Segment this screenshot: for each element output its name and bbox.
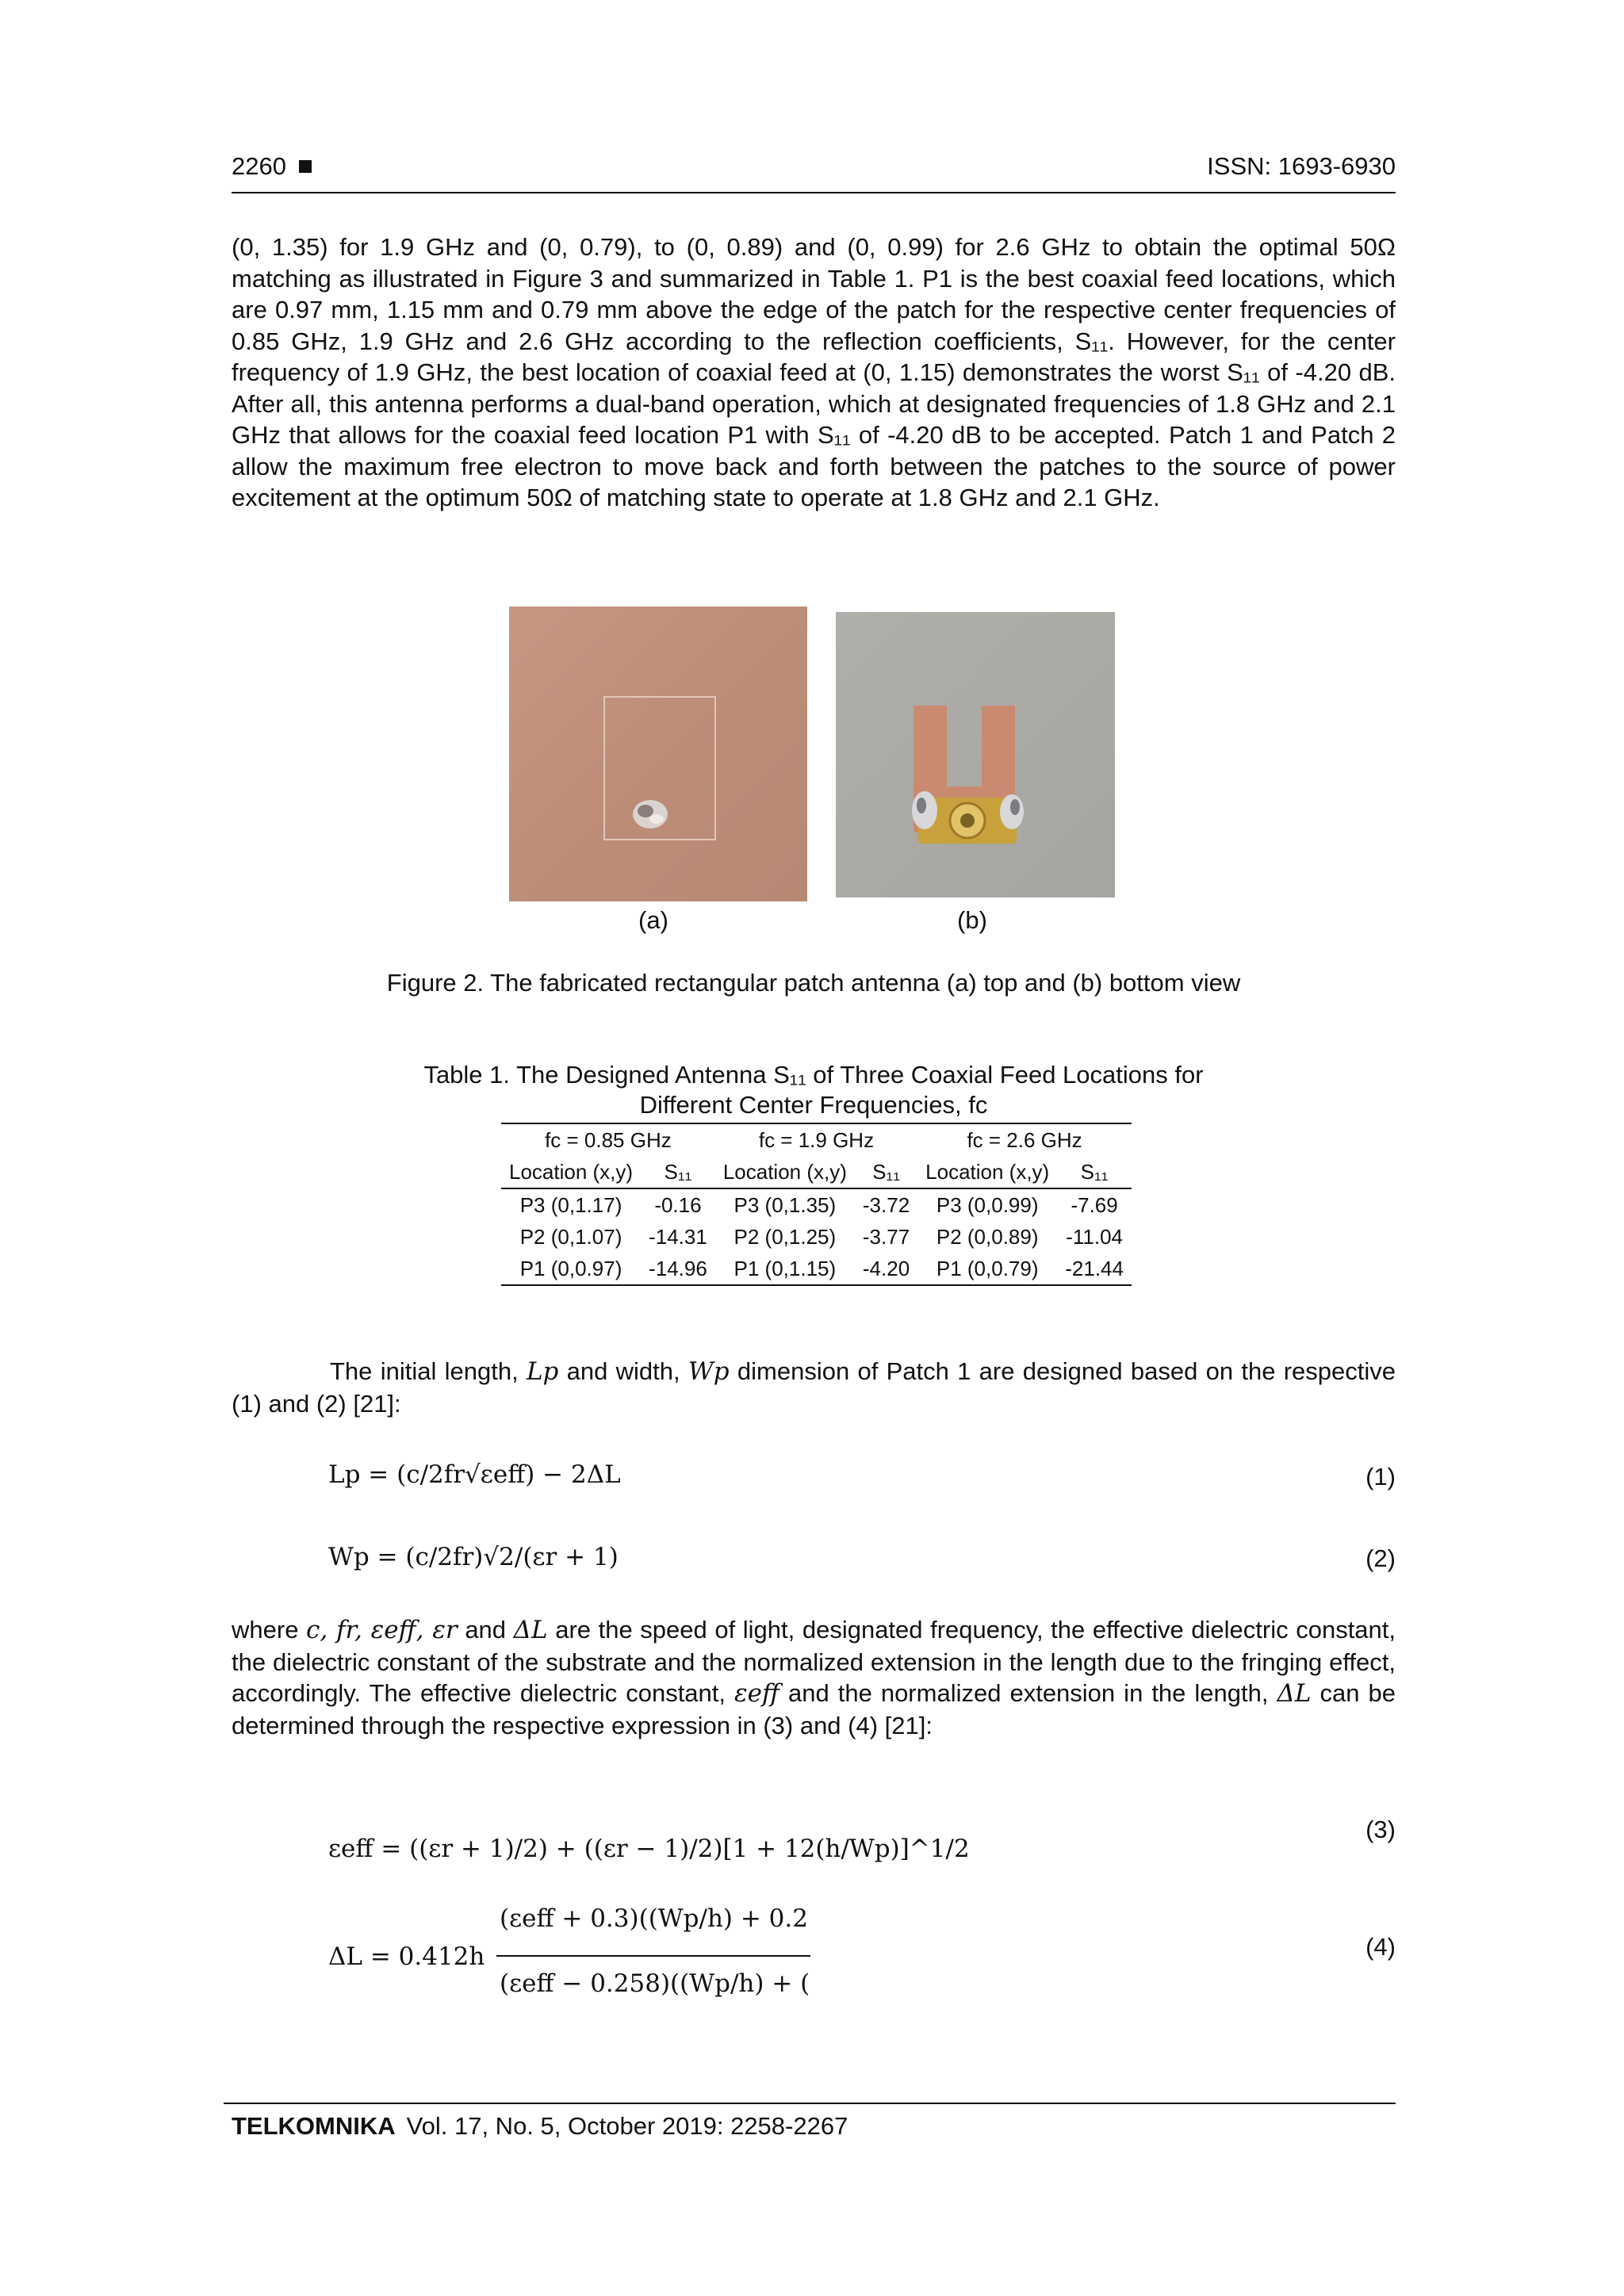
page-header [232, 152, 1396, 192]
page-number: 2260 [232, 152, 312, 181]
column-header: S₁₁ [641, 1156, 715, 1188]
column-header: S₁₁ [1057, 1156, 1132, 1188]
table-1 [501, 1123, 1132, 1286]
table-cell: P3 (0,1.35) [733, 1192, 837, 1217]
column-header: Location (x,y) [501, 1156, 641, 1188]
equation-4-denominator: (εeff − 0.258)((Wp/h) + ( [500, 1969, 810, 1998]
figure-2b-bottom-view-photo [836, 612, 1115, 897]
table-cell: P2 (0,0.89) [936, 1224, 1039, 1249]
column-header: Location (x,y) [917, 1156, 1057, 1188]
table-cell: P3 (0,1.17) [519, 1192, 622, 1217]
equation-1: Lp = (c/2fr√εeff) − 2ΔL [328, 1460, 621, 1489]
equation-4-fraction [496, 1901, 810, 2012]
table-1-caption-line1: Table 1. The Designed Antenna S₁₁ of Three Coaxial Feed Locations for [423, 1061, 1204, 1089]
table-cell: -14.96 [641, 1253, 715, 1285]
footer-rule [224, 2103, 1396, 2104]
symbol-eeff: εeff [734, 1679, 779, 1708]
column-header: Location (x,y) [715, 1156, 855, 1188]
table-cell: -21.44 [1057, 1253, 1132, 1285]
table-1-caption-line2: Different Center Frequencies, fc [639, 1091, 988, 1119]
table-column-header-row [501, 1156, 1132, 1188]
table-group-header-row [501, 1123, 1132, 1156]
paragraph-symbol-definitions: where c, fr, εeff, εr and ΔL are the speed of light, designated frequency, the effective dielectric constant, the dielectric constant of the substrate and the normalized extension in the length due to the fringing effect, accordingly. The effective dielectric constant, εeff and the normalized extension in the length, ΔL can be determined through the respective expression in (3) and (4) [21]: [232, 1616, 1396, 1739]
equation-3-number: (3) [1365, 1816, 1396, 1843]
journal-details: Vol. 17, No. 5, October 2019: 2258-2267 [406, 2112, 848, 2140]
equation-4-number: (4) [1365, 1933, 1396, 1961]
group-header-085: fc = 0.85 GHz [501, 1123, 715, 1156]
symbol-delta-L: ΔL [513, 1616, 548, 1644]
journal-name: TELKOMNIKA [232, 2112, 396, 2140]
table-cell: P2 (0,1.07) [519, 1224, 622, 1249]
fraction-bar [496, 1955, 810, 1957]
table-cell: -3.77 [862, 1224, 910, 1249]
group-header-19: fc = 1.9 GHz [715, 1123, 917, 1156]
table-cell: P2 (0,1.25) [733, 1224, 837, 1249]
group-header-26: fc = 2.6 GHz [917, 1123, 1132, 1156]
symbol-delta-L: ΔL [1277, 1679, 1312, 1708]
figure-2-caption: Figure 2. The fabricated rectangular patch antenna (a) top and (b) bottom view [386, 969, 1241, 997]
equation-2: Wp = (c/2fr)√2/(εr + 1) [328, 1543, 619, 1571]
header-rule [232, 192, 1396, 193]
table-cell: -4.20 [855, 1253, 917, 1285]
symbol-Lp: Lp [526, 1357, 559, 1386]
paragraph-feed-locations: (0, 1.35) for 1.9 GHz and (0, 0.79), to (0, 0.89) and (0, 0.99) for 2.6 GHz to obtain the optimal 50Ω matching as illustrated in Figure 3 and summarized in Table 1. P1 is the best coaxial feed locations, which are 0.97 mm, 1.15 mm and 0.79 mm above the edge of the patch for the respective center frequencies of 0.85 GHz, 1.9 GHz and 2.6 GHz according to the reflection coefficients, S₁₁. However, for the center frequency of 1.9 GHz, the best location of coaxial feed at (0, 1.15) demonstrates the worst S₁₁ of -4.20 dB. After all, this antenna performs a dual-band operation, which at designated frequencies of 1.8 GHz and 2.1 GHz that allows for the coaxial feed location P1 with S₁₁ of -4.20 dB to be accepted. Patch 1 and Patch 2 allow the maximum free electron to move back and forth between the patches to the source of power excitement at the optimum 50Ω of matching state to operate at 1.8 GHz and 2.1 GHz. [232, 233, 1396, 511]
table-cell: -7.69 [1071, 1192, 1118, 1217]
table-cell: P1 (0,1.15) [715, 1253, 855, 1285]
square-bullet-icon [299, 160, 312, 173]
paragraph-patch-dimensions: The initial length, Lp and width, Wp dimension of Patch 1 are designed based on the respective (1) and (2) [21]: [232, 1357, 1396, 1418]
table-cell: P1 (0,0.79) [917, 1253, 1057, 1285]
table-cell: -3.72 [862, 1192, 910, 1217]
page-footer [232, 2112, 848, 2141]
figure-2a-top-view-photo [509, 607, 807, 901]
equation-4-numerator: (εeff + 0.3)((Wp/h) + 0.2 [500, 1904, 808, 1933]
table-cell: -14.31 [649, 1224, 707, 1249]
figure-label-a: (a) [638, 906, 668, 934]
table-cell: -11.04 [1066, 1224, 1123, 1249]
table-cell: P1 (0,0.97) [501, 1253, 641, 1285]
symbols-c-fr-eeff-er: c, fr, εeff, εr [306, 1616, 458, 1644]
table-cell: -0.16 [654, 1192, 702, 1217]
table-cell: P3 (0,0.99) [936, 1192, 1039, 1217]
equation-2-number: (2) [1365, 1544, 1396, 1572]
column-header: S₁₁ [855, 1156, 917, 1188]
issn: ISSN: 1693-6930 [1207, 152, 1396, 180]
equation-1-number: (1) [1365, 1463, 1396, 1490]
symbol-Wp: Wp [688, 1357, 730, 1386]
figure-label-b: (b) [957, 906, 987, 934]
equation-3: εeff = ((εr + 1)/2) + ((εr − 1)/2)[1 + 12(h/Wp)]^1/2 [328, 1835, 970, 1863]
equation-4-lhs: ΔL = 0.412h [328, 1942, 485, 1971]
table-row [501, 1221, 1132, 1253]
table-row [501, 1188, 1132, 1221]
table-row [501, 1253, 1132, 1285]
